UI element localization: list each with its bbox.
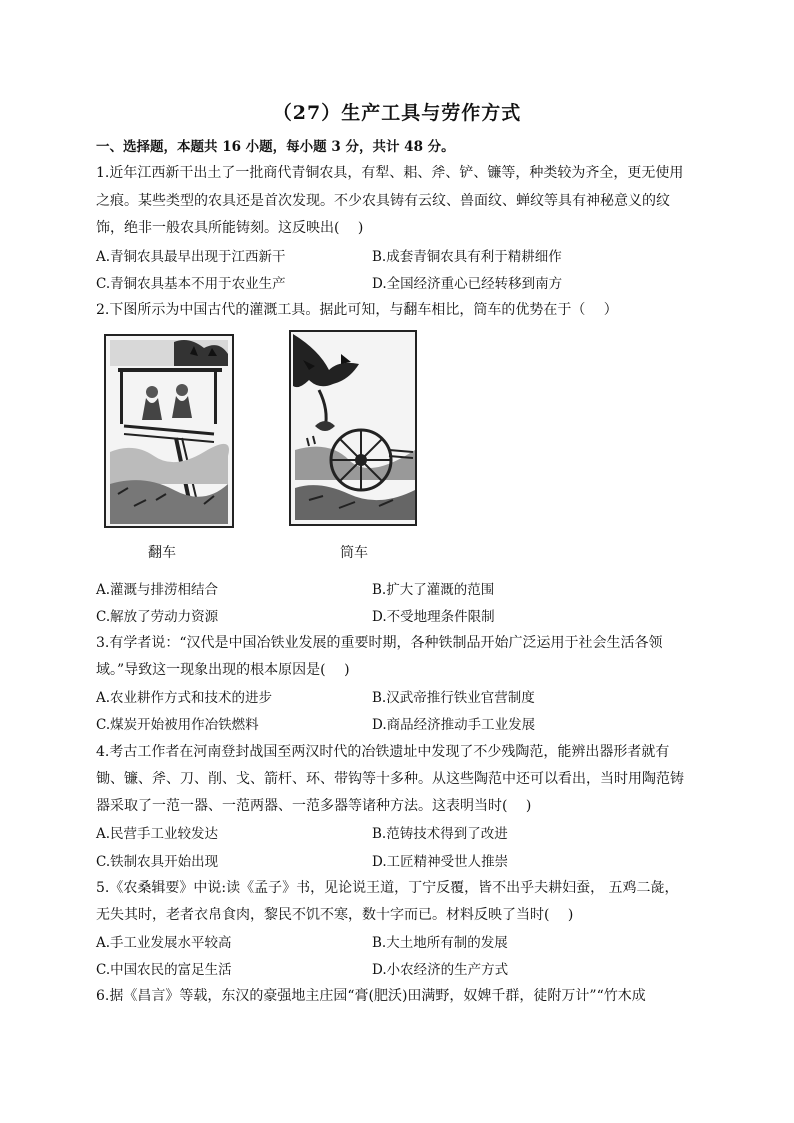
q5-option-b[interactable]: B.大土地所有制的发展 xyxy=(372,935,508,951)
page-title: （27）生产工具与劳作方式 xyxy=(272,102,522,124)
q6-stem-line-1: 6.据《昌言》等载，东汉的豪强地主庄园“膏(肥沃)田满野，奴婢千群，徒附万计”“竹木成 xyxy=(96,988,646,1004)
q2-option-c[interactable]: C.解放了劳动力资源 xyxy=(96,609,219,625)
q1-stem-line-2: 之痕。某些类型的农具还是首次发现。不少农具铸有云纹、兽面纹、蝉纹等具有神秘意义的纹 xyxy=(96,193,670,209)
fanche-caption: 翻车 xyxy=(148,545,176,561)
q4-stem-line-2: 锄、镰、斧、刀、削、戈、箭杆、环、带钩等十多种。从这些陶范中还可以看出，当时用陶范铸 xyxy=(96,771,684,787)
q4-option-b[interactable]: B.范铸技术得到了改进 xyxy=(372,826,508,842)
q2-stem-line-1: 2.下图所示为中国古代的灌溉工具。据此可知，与翻车相比，筒车的优势在于（ ） xyxy=(96,302,618,318)
q5-stem-line-2: 无失其时，老者衣帛食肉，黎民不饥不寒，数十字而已。材料反映了当时( ) xyxy=(96,907,574,923)
tongche-woodcut-illustration xyxy=(289,330,417,526)
q2-option-a[interactable]: A.灌溉与排涝相结合 xyxy=(96,582,219,598)
tongche-caption: 筒车 xyxy=(340,545,368,561)
q1-option-b[interactable]: B.成套青铜农具有利于精耕细作 xyxy=(372,249,562,265)
q3-stem-line-1: 3.有学者说：“汉代是中国冶铁业发展的重要时期，各种铁制品开始广泛运用于社会生活各领 xyxy=(96,635,663,651)
q2-option-b[interactable]: B.扩大了灌溉的范围 xyxy=(372,582,495,598)
q5-option-c[interactable]: C.中国农民的富足生活 xyxy=(96,962,232,978)
q2-option-d[interactable]: D.不受地理条件限制 xyxy=(372,609,495,625)
q3-stem-line-2: 域。”导致这一现象出现的根本原因是( ) xyxy=(96,662,350,678)
q1-option-a[interactable]: A.青铜农具最早出现于江西新干 xyxy=(96,249,286,265)
q1-option-c[interactable]: C.青铜农具基本不用于农业生产 xyxy=(96,276,286,292)
q1-stem-line-1: 1.近年江西新干出土了一批商代青铜农具，有犁、耜、斧、铲、镰等，种类较为齐全，更无使用 xyxy=(96,165,684,181)
q5-option-d[interactable]: D.小农经济的生产方式 xyxy=(372,962,509,978)
q3-option-d[interactable]: D.商品经济推动手工业发展 xyxy=(372,717,536,733)
fanche-woodcut-illustration xyxy=(104,334,234,528)
q3-option-b[interactable]: B.汉武帝推行铁业官营制度 xyxy=(372,690,535,706)
q4-stem-line-3: 器采取了一范一器、一范两器、一范多器等诸种方法。这表明当时( ) xyxy=(96,798,532,814)
q1-option-d[interactable]: D.全国经济重心已经转移到南方 xyxy=(372,276,563,292)
q3-option-c[interactable]: C.煤炭开始被用作冶铁燃料 xyxy=(96,717,259,733)
q1-stem-line-3: 饰，绝非一般农具所能铸刻。这反映出( ) xyxy=(96,220,364,236)
q3-option-a[interactable]: A.农业耕作方式和技术的进步 xyxy=(96,690,273,706)
section-heading: 一、选择题，本题共 16 小题，每小题 3 分，共计 48 分。 xyxy=(96,139,455,155)
q4-stem-line-1: 4.考古工作者在河南登封战国至两汉时代的冶铁遗址中发现了不少残陶范，能辨出器形者就有 xyxy=(96,744,670,760)
q4-option-c[interactable]: C.铁制农具开始出现 xyxy=(96,854,219,870)
q4-option-d[interactable]: D.工匠精神受世人推崇 xyxy=(372,854,509,870)
q5-stem-line-1: 5.《农桑辑要》中说:读《孟子》书，见论说王道，丁宁反覆，皆不出乎夫耕妇蚕， 五鸡二彘， xyxy=(96,880,679,896)
q4-option-a[interactable]: A.民营手工业较发达 xyxy=(96,826,219,842)
q5-option-a[interactable]: A.手工业发展水平较高 xyxy=(96,935,232,951)
